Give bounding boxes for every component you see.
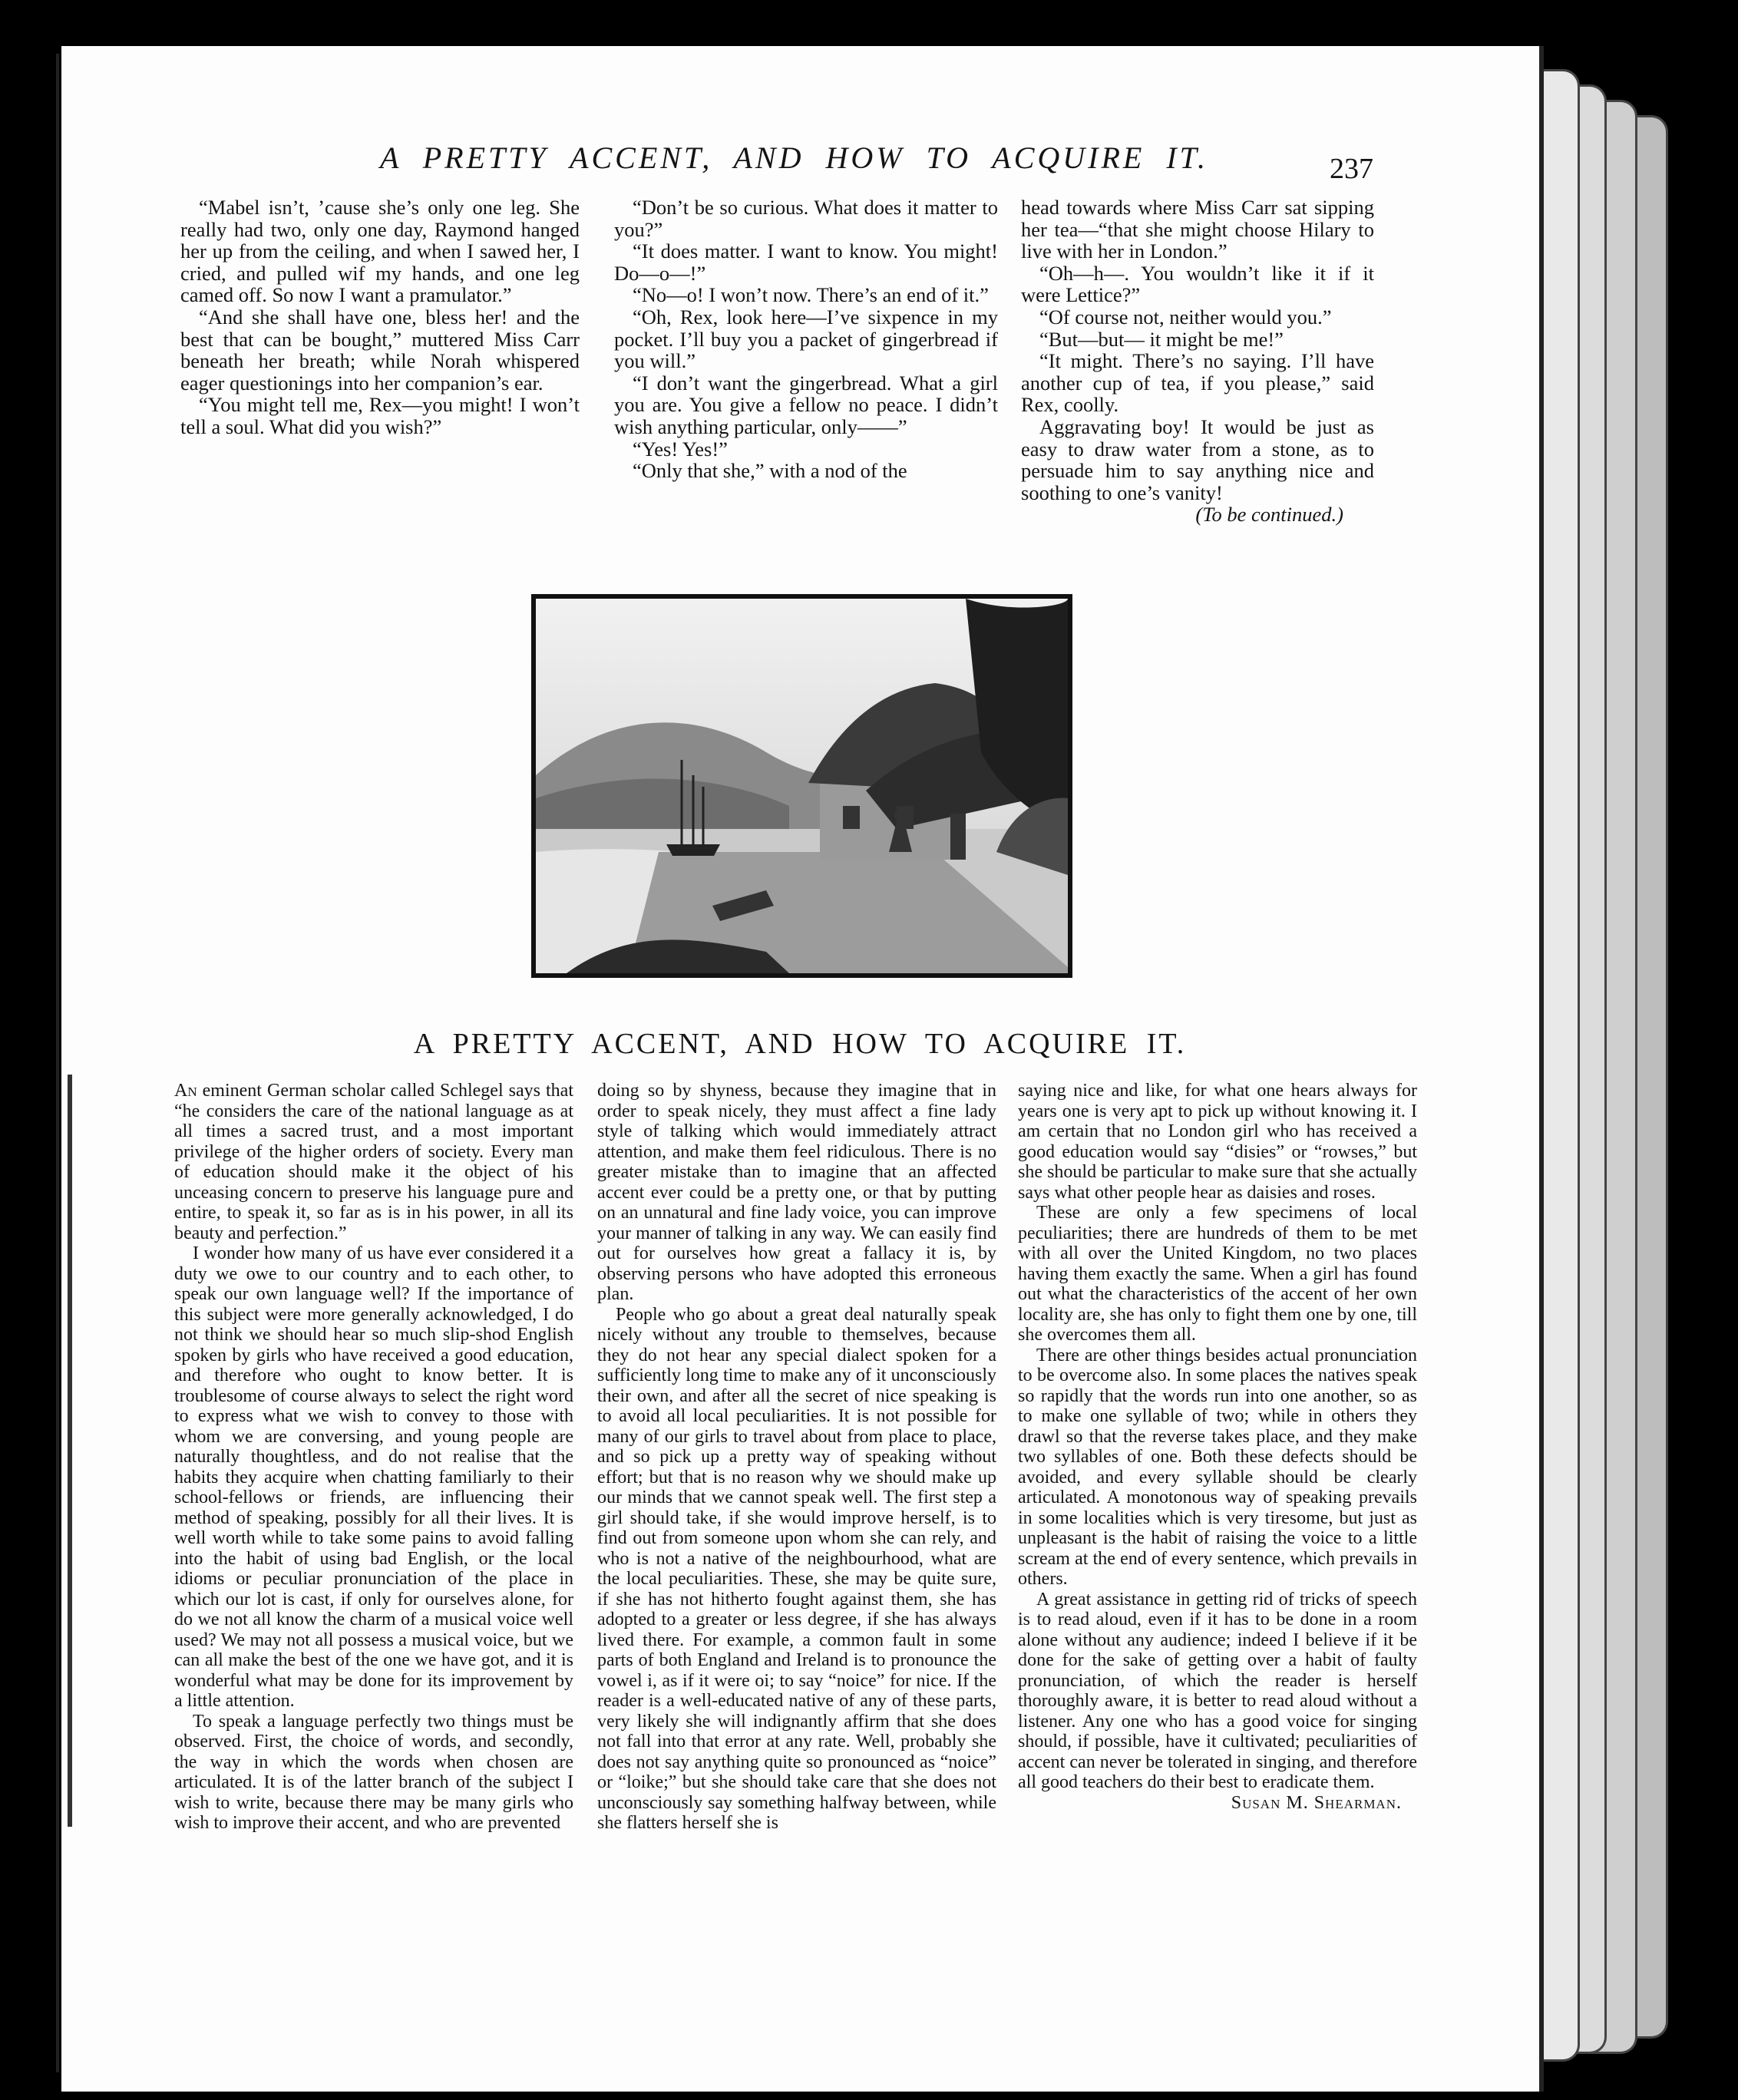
paragraph: “It might. There’s no saying. I’ll have another cup of tea, if you please,” said Rex, coolly.: [1021, 349, 1374, 417]
page-number: 237: [1330, 153, 1373, 185]
paragraph: “Yes! Yes!”: [633, 437, 728, 461]
article-column-1: [174, 1081, 573, 1834]
paragraph: “You might tell me, Rex—you might! I won’t tell a soul. What did you wish?”: [180, 393, 580, 438]
running-header: A PRETTY ACCENT, AND HOW TO ACQUIRE IT.: [380, 140, 1208, 175]
opening-word: An: [174, 1081, 197, 1101]
paragraph: [174, 1081, 573, 1243]
paragraph: saying nice and like, for what one hears always for years one is very apt to pick up without knowing it. I am certain that no London girl who has received a good education would say “disies” or “rowses,” but she should be particular to make sure that she actually says what other people hear as daisies and roses.: [1018, 1081, 1417, 1203]
spine-shadow: [68, 1075, 72, 1827]
cottage-harbour-engraving-icon: [536, 599, 1068, 973]
paragraph: “Oh—h—. You wouldn’t like it if it were Lettice?”: [1021, 261, 1374, 307]
paragraph: People who go about a great deal naturally speak nicely without any trouble to themselves, because they do not hear any special dialect spoken for a sufficiently long time to make any of it unconsciously their own, and after all the secret of nice speaking is to avoid all local peculiarities. It is not possible for many of our girls to travel about from place to place, and so pick up a pretty way of speaking without effort; but that is no reason why we should make up our minds that we cannot speak well. The first step a girl should take, if she would improve herself, is to find out from someone upon whom she can rely, and who is not a native of the neighbourhood, what are the local peculiarities. These, she may be quite sure, if she has not hitherto fought against them, she has adopted to a greater or less degree, if she has always lived there. For example, a common fault in some parts of both England and Ireland is to pronounce the vowel i, as if it were oi; to say “noice” for nice. If the reader is a well-educated native of any of these parts, very likely she will indignantly affirm that she does not fall into that error at any rate. Well, probably she does not say anything quite so pronounced as “noice” or “loike;” but she should take care that she does not unconsciously say something halfway between, while she flatters herself she is: [597, 1304, 996, 1833]
paragraph: “Only that she,” with a nod of the: [633, 459, 907, 483]
to-be-continued: (To be continued.): [1195, 503, 1343, 527]
paragraph: “It does matter. I want to know. You might! Do—o—!”: [614, 239, 998, 285]
paragraph: head towards where Miss Carr sat sipping her tea—“that she might choose Hilary to live with her in London.”: [1021, 196, 1374, 263]
cottage-harbour-illustration: [531, 594, 1072, 978]
paragraph: “But—but— it might be me!”: [1039, 327, 1284, 351]
paragraph: A great assistance in getting rid of tricks of speech is to read aloud, even if it has to be done in a room alone without any audience; indeed I believe if it be done for the sake of getting over a habit of faulty pronunciation, of which the reader is herself thoroughly aware, it is better to read aloud without a listener. Any one who has a good voice for singing should, if possible, have it cultivated; peculiarities of accent can never be tolerated in singing, and therefore all good teachers do their best to eradicate them.: [1018, 1589, 1417, 1792]
paragraph: I wonder how many of us have ever considered it a duty we owe to our country and to each other, to speak our own language well? If the importance of this subject were more generally acknowledged, I do not think we should hear so much slip-shod English spoken by girls who have received a good education, and therefore who ought to know better. It is troublesome of course always to select the right word to express what we wish to convey to those with whom we are conversing, and young people are naturally thoughtless, and do not realise that the habits they acquire when chatting familiarly to their school-fellows or friends, are influencing their method of speaking, possibly for all their lives. It is well worth while to take some pains to avoid falling into the habit of using bad English, or the local idioms or peculiar pronunciation of the place in which our lot is cast, if only for ourselves alone, for do we not all know the charm of a musical voice well used? We may not all possess a musical voice, but we can all make the best of the one we have got, and it is wonderful what may be done for its improvement by a little attention.: [174, 1243, 573, 1711]
article-column-2: [597, 1081, 996, 1834]
book-binding-edge: [56, 54, 59, 2072]
paragraph: “No—o! I won’t now. There’s an end of it.”: [633, 283, 989, 307]
paragraph: Aggravating boy! It would be just as easy to draw water from a stone, as to persuade him to say anything nice and soothing to one’s vanity!: [1021, 414, 1374, 504]
article-column-3: [1018, 1081, 1417, 1813]
story-column-1: [180, 196, 580, 438]
story-column-2: [614, 196, 998, 482]
paragraph: “And she shall have one, bless her! and the best that can be bought,” muttered Miss Carr beneath her breath; while Norah whispered eager questionings into her companion’s ear.: [180, 305, 580, 395]
story-column-3: [1021, 196, 1374, 526]
paragraph-text: eminent German scholar called Schlegel says that “he considers the care of the national language as at all times a sacred trust, and a most important privilege of the higher orders of society. Every man of education should make it the object of his unceasing concern to preserve his language pure and entire, to speak it, so far as is in his power, in all its beauty and perfection.”: [174, 1081, 573, 1243]
paragraph: To speak a language perfectly two things must be observed. First, the choice of words, and secondly, the way in which the words when chosen are articulated. It is of the latter branch of the subject I wish to write, because there may be many girls who wish to improve their accent, and who are prevented: [174, 1711, 573, 1833]
paragraph: “Don’t be so curious. What does it matter to you?”: [614, 196, 998, 241]
paragraph: “Of course not, neither would you.”: [1039, 305, 1332, 329]
paragraph: “Oh, Rex, look here—I’ve sixpence in my pocket. I’ll buy you a packet of gingerbread if you will.”: [614, 305, 998, 373]
article-title: A PRETTY ACCENT, AND HOW TO ACQUIRE IT.: [413, 1028, 1187, 1060]
paragraph: “I don’t want the gingerbread. What a girl you are. You give a fellow no peace. I didn’t wish anything particular, only——”: [614, 371, 998, 438]
paragraph: There are other things besides actual pronunciation to be overcome also. In some places the natives speak so rapidly that the words run into one another, so as to make one syllable of two; while in others they drawl so that the reverse takes place, and they make two syllables of one. Both these defects should be avoided, and every syllable should be clearly articulated. A monotonous way of speaking prevails in some localities which is very tiresome, but just as unpleasant is the habit of raising the voice to a little scream at the end of every sentence, which prevails in others.: [1018, 1345, 1417, 1589]
paragraph: doing so by shyness, because they imagine that in order to speak nicely, they must affect a fine lady style of talking which would immediately attract attention, and make them feel ridiculous. There is no greater mistake than to imagine that an affected accent ever could be a pretty one, or that by putting on an unnatural and fine lady voice, you can improve your manner of talking in any way. We can easily find out for ourselves how great a fallacy it is, by observing persons who have adopted this erroneous plan.: [597, 1081, 996, 1304]
paragraph: “Mabel isn’t, ’cause she’s only one leg. She really had two, only one day, Raymond hanged her up from the ceiling, and when I sawed her, I cried, and pulled wif my hands, and one leg camed off. So now I want a pramulator.”: [180, 196, 580, 307]
paragraph: These are only a few specimens of local peculiarities; there are hundreds of them to be met with all over the United Kingdom, no two places having them exactly the same. When a girl has found out what the characteristics of the accent of her own locality are, she has only to fight them one by one, till she overcomes them all.: [1018, 1203, 1417, 1345]
author-signature: Susan M. Shearman.: [1231, 1792, 1402, 1813]
